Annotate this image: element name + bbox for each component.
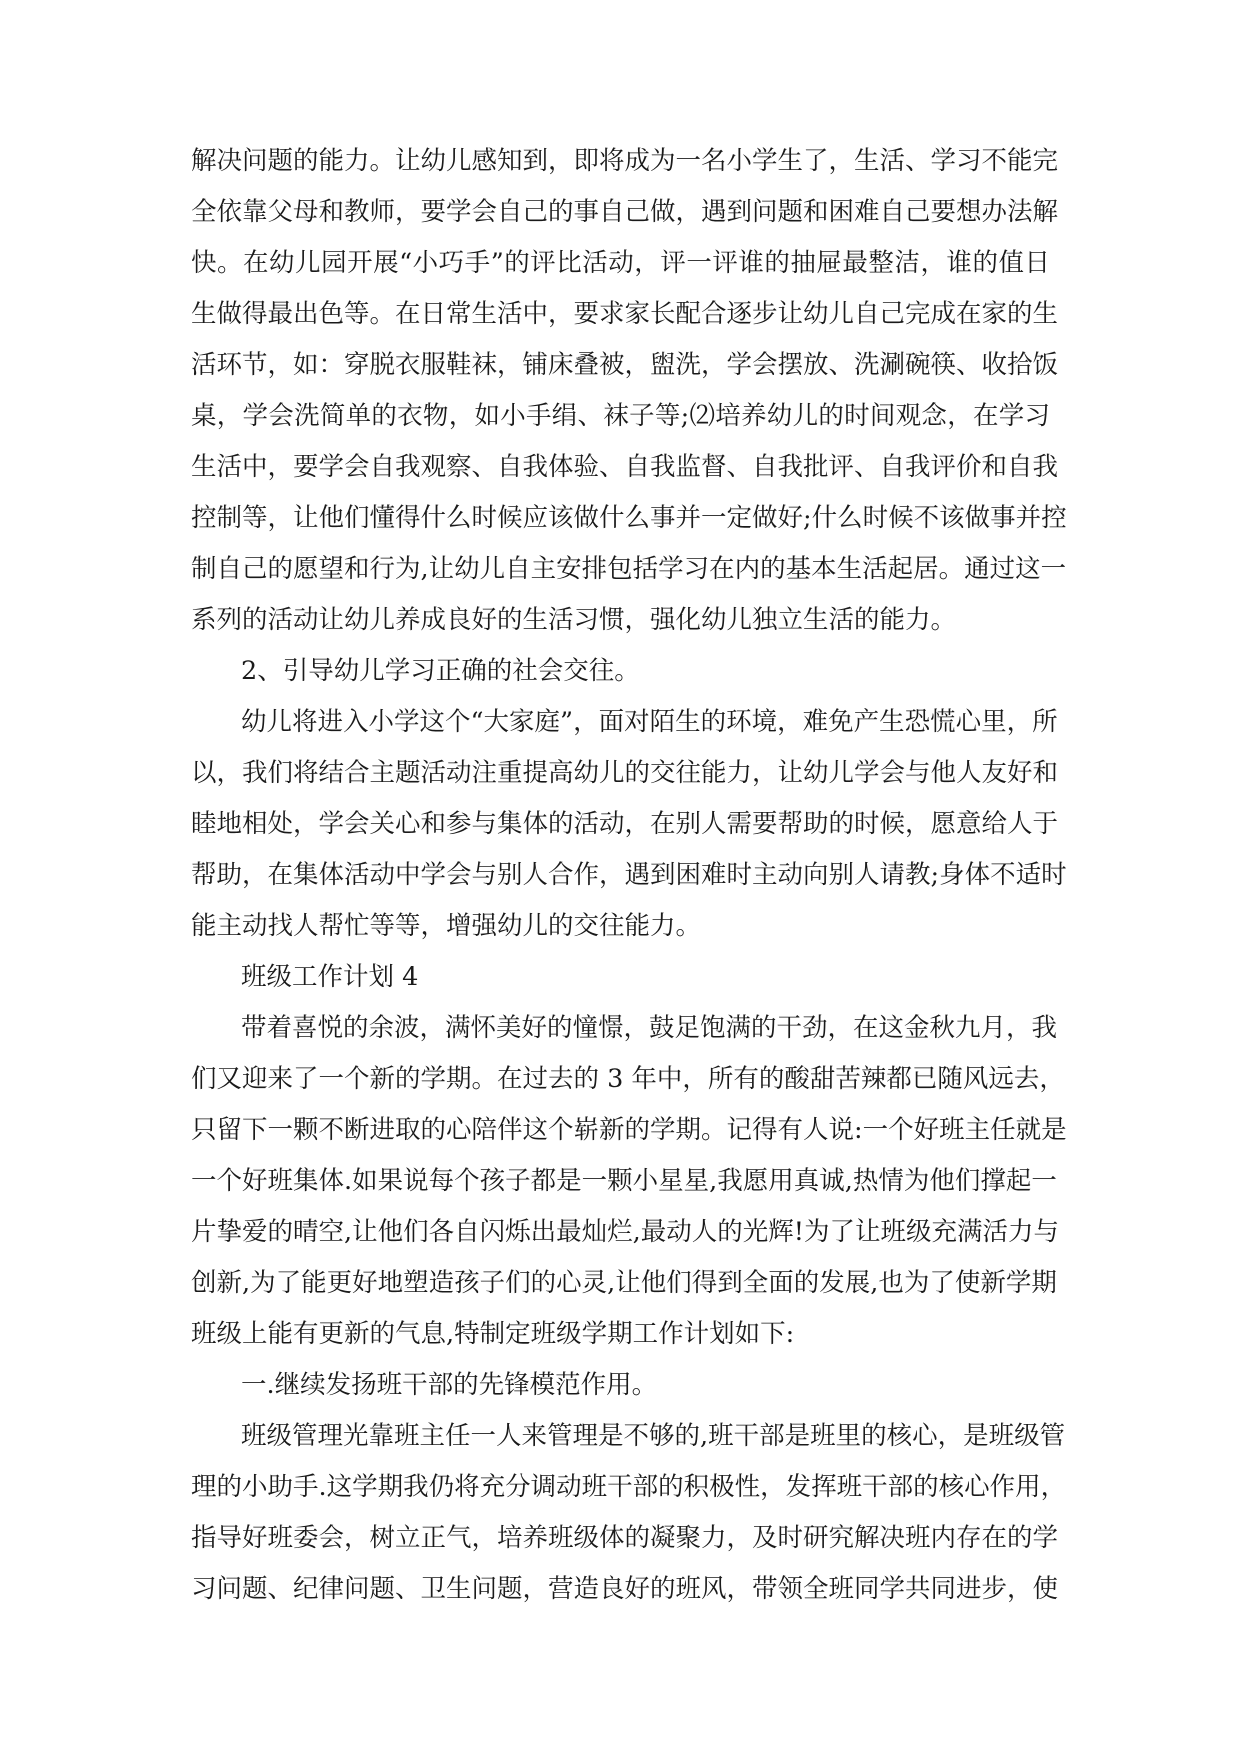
text-line: 能主动找人帮忙等等，增强幼儿的交往能力。 — [191, 911, 702, 941]
text-line: 幼儿将进入小学这个“大家庭”，面对陌生的环境，难免产生恐慌心里，所 — [241, 707, 1058, 737]
text-line: 理的小助手.这学期我仍将充分调动班干部的积极性，发挥班干部的核心作用， — [191, 1472, 1067, 1502]
text-line: 控制等，让他们懂得什么时候应该做什么事并一定做好;什么时候不该做事并控 — [191, 503, 1067, 533]
text-line: 以，我们将结合主题活动注重提高幼儿的交往能力，让幼儿学会与他人友好和 — [191, 758, 1059, 788]
text-line: 班级管理光靠班主任一人来管理是不够的,班干部是班里的核心，是班级管 — [241, 1421, 1066, 1451]
text-line: 带着喜悦的余波，满怀美好的憧憬，鼓足饱满的干劲，在这金秋九月，我 — [241, 1013, 1058, 1043]
section-heading: 2、引导幼儿学习正确的社会交往。 — [241, 656, 640, 686]
text-line: 只留下一颗不断进取的心陪伴这个崭新的学期。记得有人说:一个好班主任就是 — [191, 1115, 1067, 1145]
text-line: 一个好班集体.如果说每个孩子都是一颗小星星,我愿用真诚,热情为他们撑起一 — [191, 1166, 1057, 1196]
text-line: 解决问题的能力。让幼儿感知到，即将成为一名小学生了，生活、学习不能完 — [191, 146, 1059, 176]
text-line: 帮助，在集体活动中学会与别人合作，遇到困难时主动向别人请教;身体不适时 — [191, 860, 1067, 890]
section-heading: 一.继续发扬班干部的先锋模范作用。 — [241, 1370, 658, 1400]
text-line: 快。在幼儿园开展“小巧手”的评比活动，评一评谁的抽屉最整洁，谁的值日 — [191, 248, 1050, 278]
section-title: 班级工作计划 4 — [241, 962, 419, 992]
text-line: 睦地相处，学会关心和参与集体的活动，在别人需要帮助的时候，愿意给人于 — [191, 809, 1059, 839]
text-line: 指导好班委会，树立正气，培养班级体的凝聚力，及时研究解决班内存在的学 — [191, 1523, 1059, 1553]
text-line: 系列的活动让幼儿养成良好的生活习惯，强化幼儿独立生活的能力。 — [191, 605, 957, 635]
text-line: 班级上能有更新的气息,特制定班级学期工作计划如下: — [191, 1319, 795, 1349]
text-line: 全依靠父母和教师，要学会自己的事自己做，遇到问题和困难自己要想办法解 — [191, 197, 1059, 227]
text-line: 习问题、纪律问题、卫生问题，营造良好的班风，带领全班同学共同进步，使 — [191, 1574, 1059, 1604]
text-line: 们又迎来了一个新的学期。在过去的 3 年中，所有的酸甜苦辣都已随风远去， — [191, 1064, 1065, 1094]
text-line: 桌，学会洗简单的衣物，如小手绢、袜子等;⑵培养幼儿的时间观念，在学习 — [191, 401, 1050, 431]
text-line: 活环节，如：穿脱衣服鞋袜，铺床叠被，盥洗，学会摆放、洗涮碗筷、收拾饭 — [191, 350, 1059, 380]
text-line: 生做得最出色等。在日常生活中，要求家长配合逐步让幼儿自己完成在家的生 — [191, 299, 1059, 329]
text-line: 创新,为了能更好地塑造孩子们的心灵,让他们得到全面的发展,也为了使新学期 — [191, 1268, 1057, 1298]
text-line: 生活中，要学会自我观察、自我体验、自我监督、自我批评、自我评价和自我 — [191, 452, 1059, 482]
text-line: 制自己的愿望和行为,让幼儿自主安排包括学习在内的基本生活起居。通过这一 — [191, 554, 1067, 584]
text-line: 片挚爱的晴空,让他们各自闪烁出最灿烂,最动人的光辉!为了让班级充满活力与 — [191, 1217, 1059, 1247]
